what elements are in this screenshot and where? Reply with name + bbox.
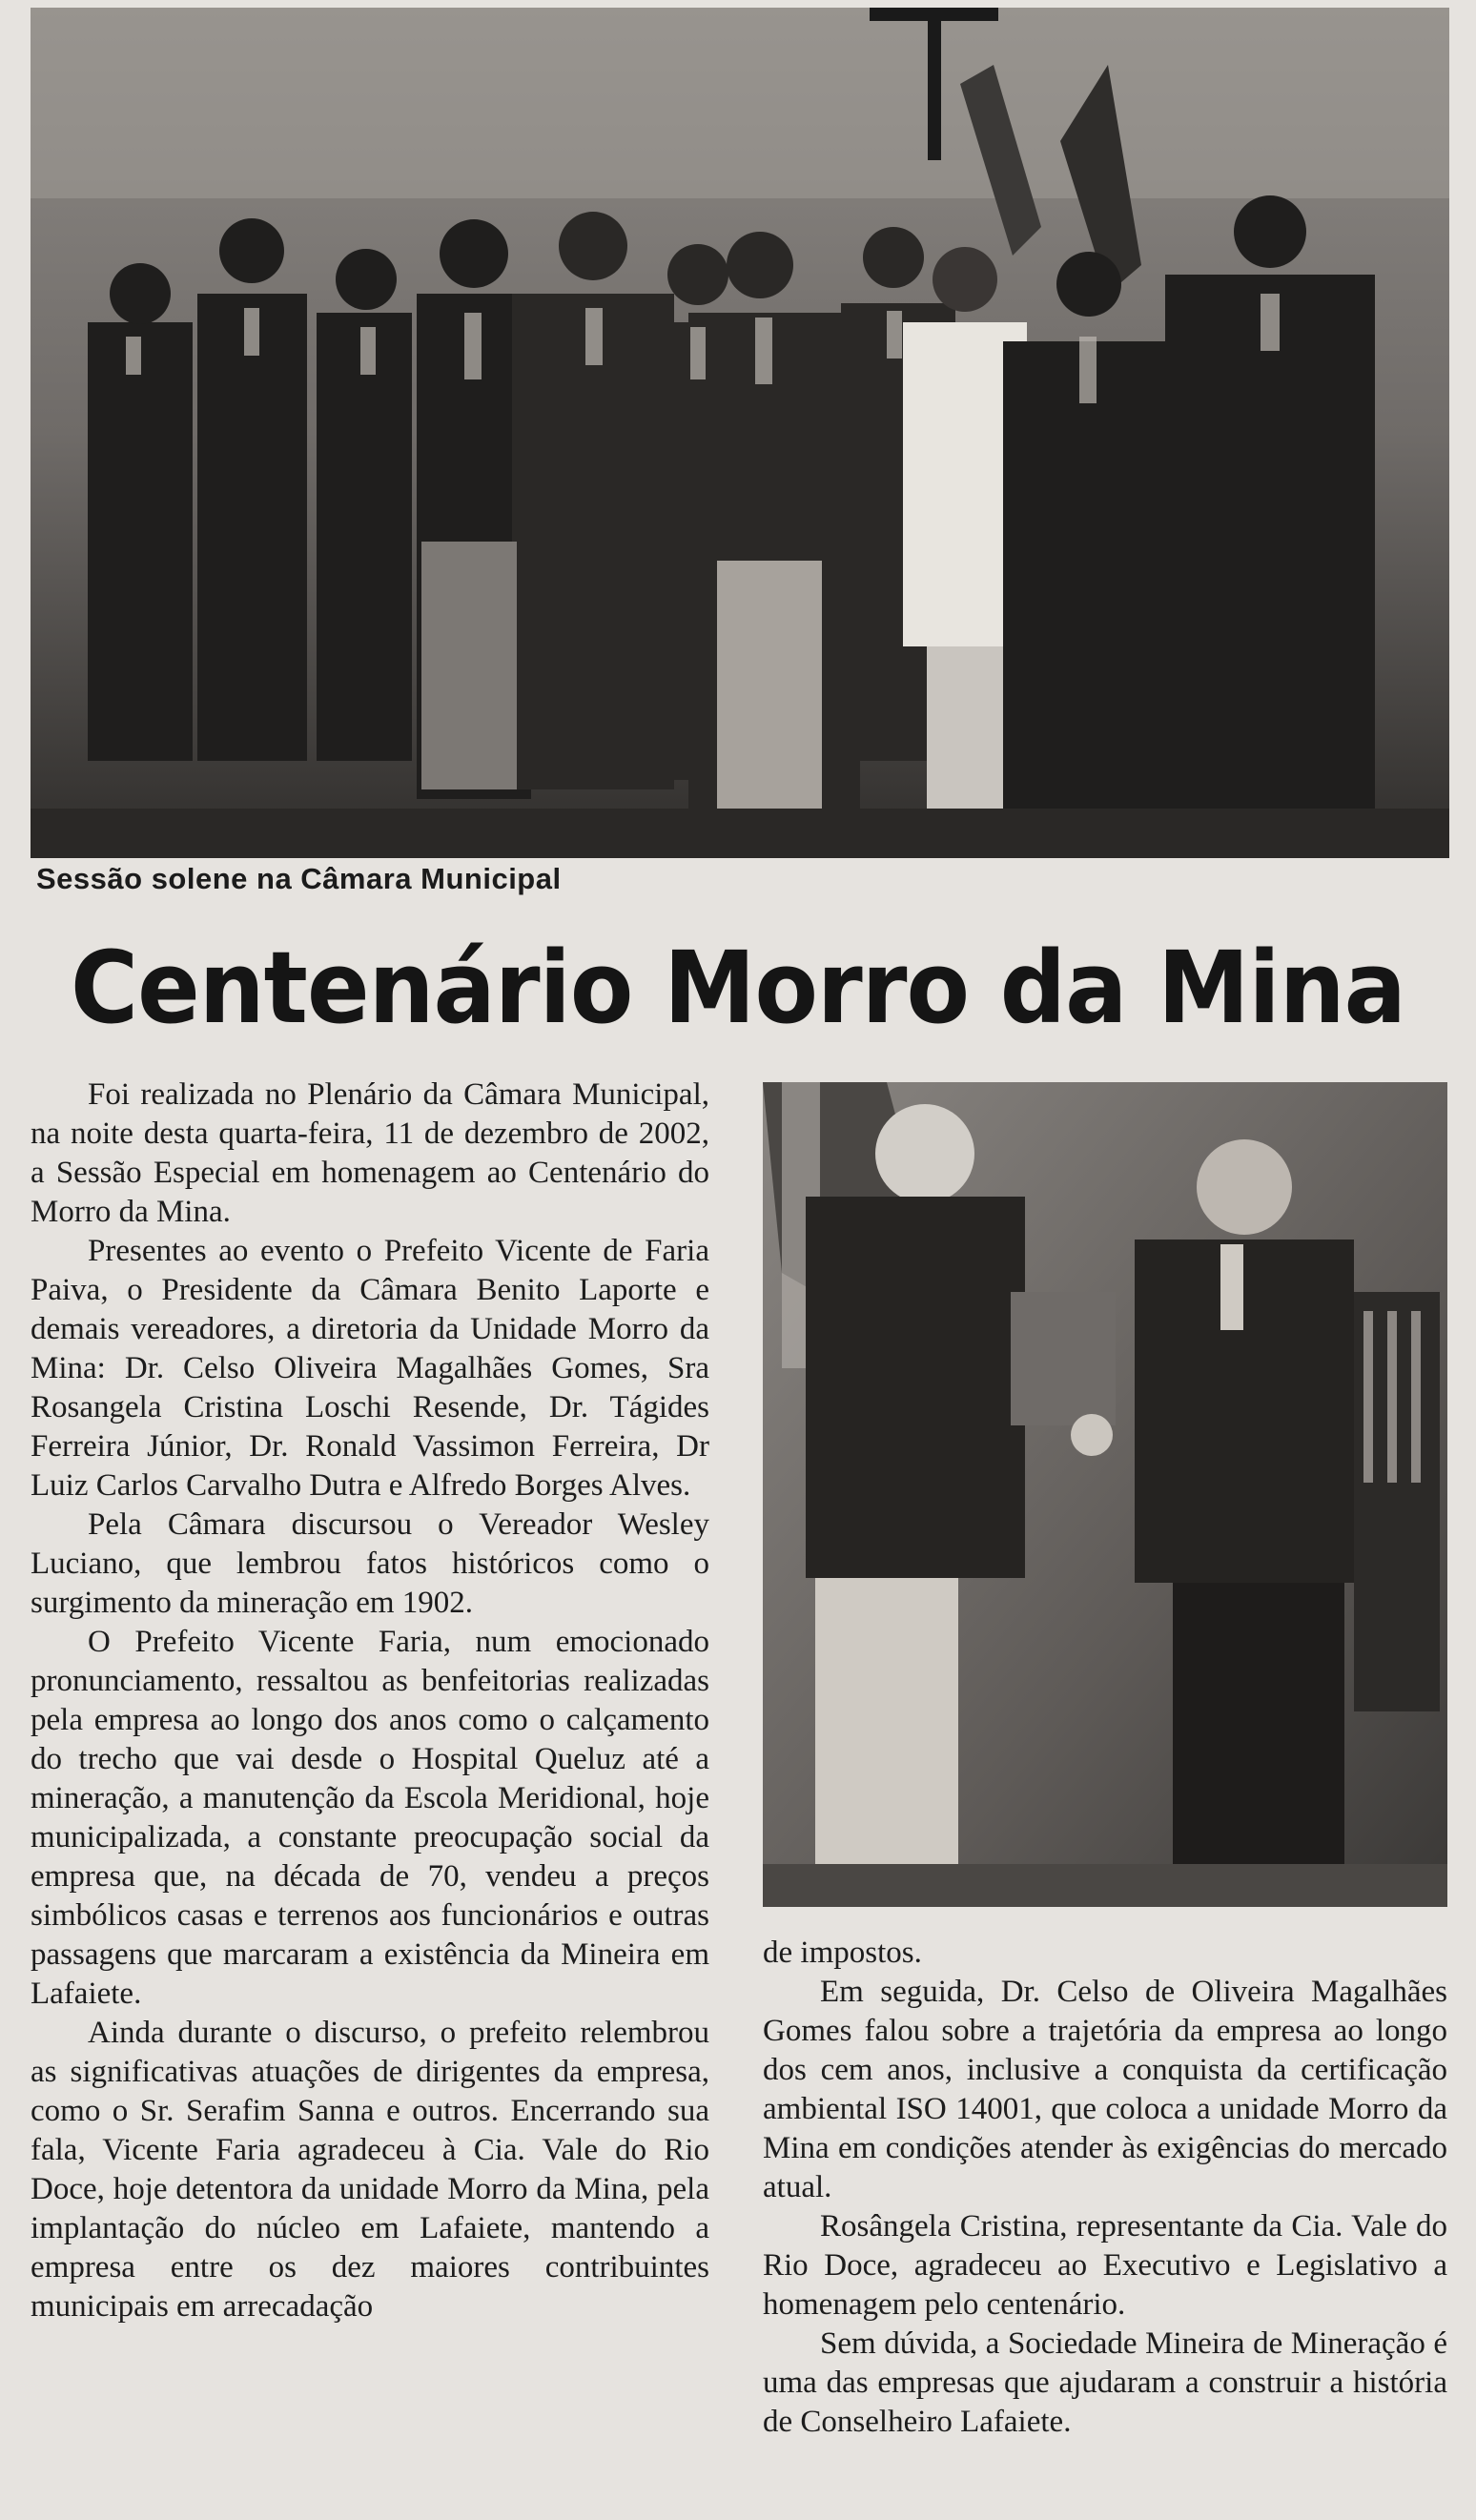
right-column [763,1934,1447,2442]
headline: Centenário Morro da Mina [71,930,1405,1046]
paragraph: Sem dúvida, a Sociedade Mineira de Mineração é uma das empresas que ajudaram a construir a história de Conselheiro Lafaiete. [763,2326,1447,2439]
paragraph: O Prefeito Vicente Faria, num emocionado pronunciamento, ressaltou as benfeitorias realizadas pela empresa ao longo dos anos como o calçamento do trecho que vai desde o Hospital Queluz até a mineração, a manutenção da Escola Meridional, hoje municipalizada, a constante preocupação social da empresa que, na década de 70, vendeu a preços simbólicos casas e terrenos aos funcionários e outras passagens que marcaram a existência da Mineira em Lafaiete. [31,1625,709,2011]
group-photo [31,8,1449,858]
group-photo-image [31,8,1449,858]
paragraph: Presentes ao evento o Prefeito Vicente de Faria Paiva, o Presidente da Câmara Benito Laporte e demais vereadores, a diretoria da Unidade Morro da Mina: Dr. Celso Oliveira Magalhães Gomes, Sra Rosangela Cristina Loschi Resende, Dr. Tágides Ferreira Júnior, Dr. Ronald Vassimon Ferreira, Dr Luiz Carlos Carvalho Dutra e Alfredo Borges Alves. [31,1234,709,1503]
paragraph: Em seguida, Dr. Celso de Oliveira Magalhães Gomes falou sobre a trajetória da empresa ao longo dos cem anos, inclusive a conquista da certificação ambiental ISO 14001, que coloca a unidade Morro da Mina em condições atender às exigências do mercado atual. [763,1975,1447,2204]
handshake-photo-image [763,1082,1447,1907]
paragraph: Rosângela Cristina, representante da Cia. Vale do Rio Doce, agradeceu ao Executivo e Legislativo a homenagem pelo centenário. [763,2209,1447,2322]
paragraph: Foi realizada no Plenário da Câmara Municipal, na noite desta quarta-feira, 11 de dezembro de 2002, a Sessão Especial em homenagem ao Centenário do Morro da Mina. [31,1077,709,1229]
left-column [31,1076,709,2326]
handshake-photo [763,1082,1447,1907]
paragraph: Ainda durante o discurso, o prefeito relembrou as significativas atuações de dirigentes da empresa, como o Sr. Serafim Sanna e outros. Encerrando sua fala, Vicente Faria agradeceu à Cia. Vale do Rio Doce, hoje detentora da unidade Morro da Mina, pela implantação do núcleo em Lafaiete, mantendo a empresa entre os dez maiores contribuintes municipais em arrecadação [31,2016,709,2324]
photo-caption: Sessão solene na Câmara Municipal [36,862,562,895]
paragraph: Pela Câmara discursou o Vereador Wesley Luciano, que lembrou fatos históricos como o surgimento da mineração em 1902. [31,1507,709,1620]
paragraph-continuation: de impostos. [763,1936,922,1970]
